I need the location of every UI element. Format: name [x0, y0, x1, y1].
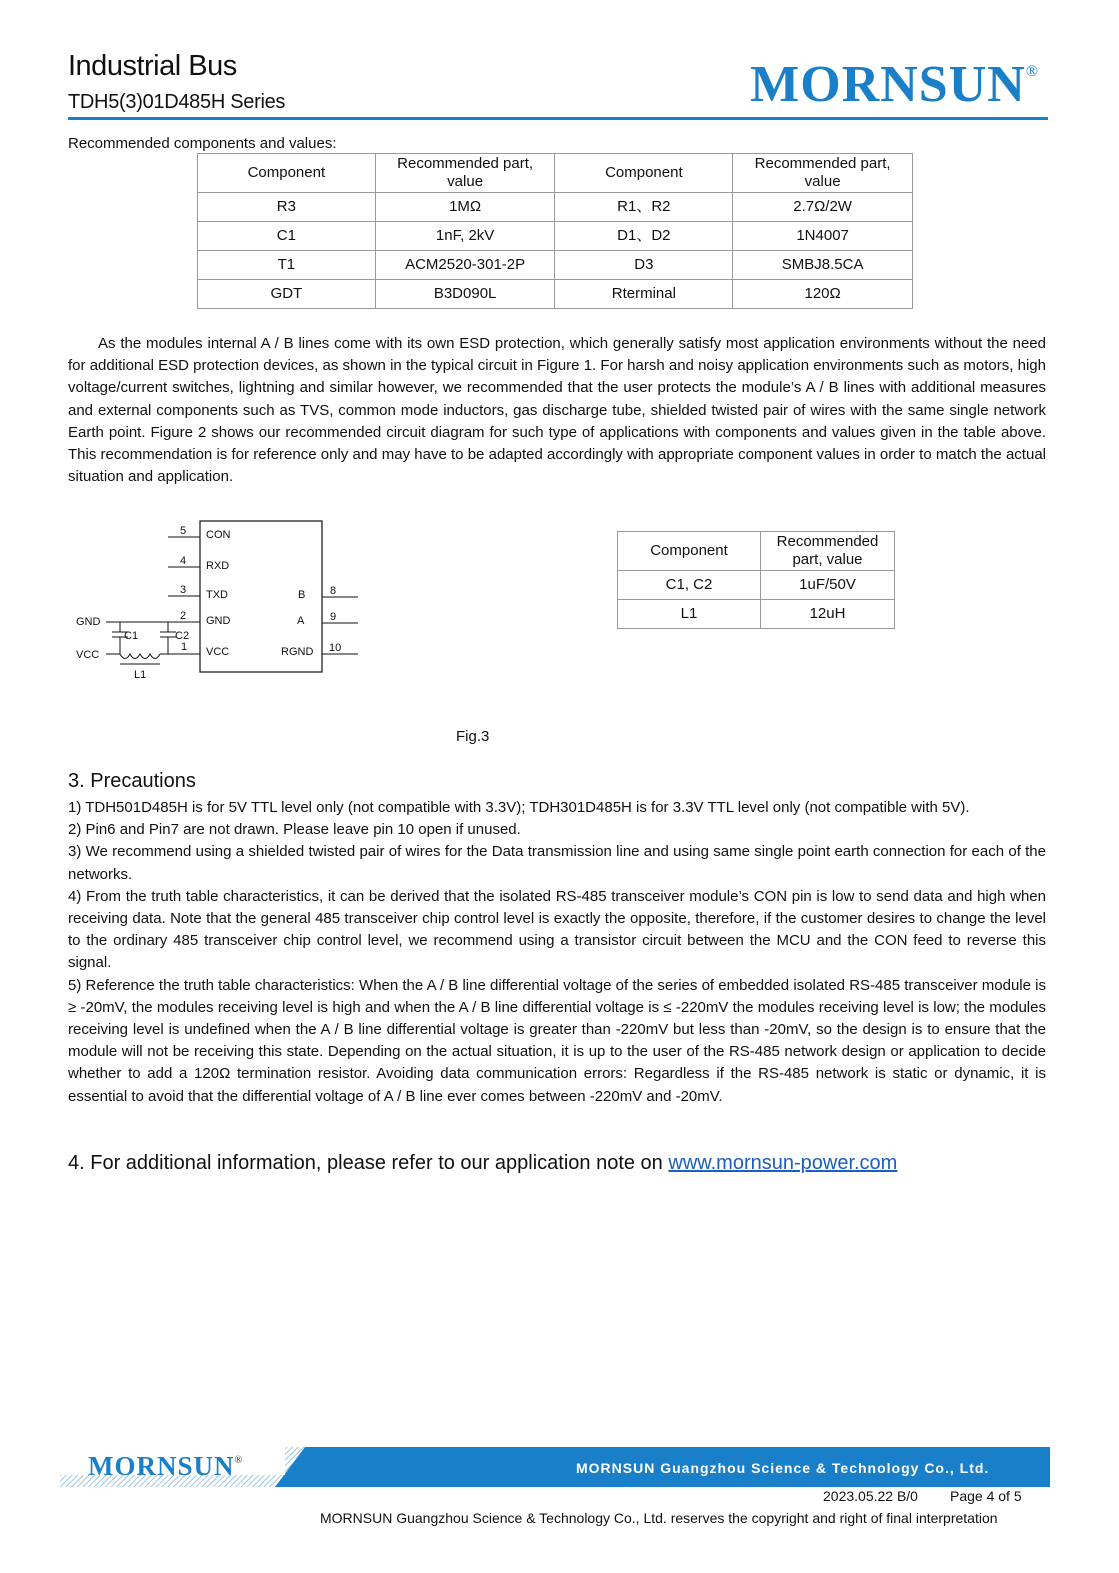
mornsun-website-link[interactable]: www.mornsun-power.com	[668, 1152, 898, 1174]
gnd-label: GND	[76, 616, 101, 628]
table-cell: 1MΩ	[375, 193, 555, 222]
table-cell: GDT	[198, 280, 376, 309]
precaution-item: 3) We recommend using a shielded twisted pair of wires for the Data transmission line and using same single point earth connection for each of the networks.	[68, 843, 1046, 883]
table-cell: ACM2520-301-2P	[375, 251, 555, 280]
table-cell: R1、R2	[555, 193, 733, 222]
additional-info-text: 4. For additional information, please refer to our application note on	[68, 1152, 669, 1174]
registered-mark: ®	[1025, 63, 1039, 80]
footer-company: MORNSUN Guangzhou Science & Technology Co., Ltd.	[576, 1460, 990, 1476]
c2-label: C2	[175, 630, 190, 642]
page-title: Industrial Bus	[68, 50, 237, 82]
vcc-label: VCC	[76, 649, 100, 661]
precaution-item: 1) TDH501D485H is for 5V TTL level only (not compatible with 3.3V); TDH301D485H is for 3.3V TTL level only (not compatible with 5V).	[68, 799, 970, 816]
pin-label: TXD	[206, 589, 228, 601]
table-cell: C1, C2	[618, 571, 761, 600]
footer-registered-mark: ®	[234, 1455, 244, 1466]
table-cell: L1	[618, 600, 761, 629]
table-cell: 120Ω	[733, 280, 913, 309]
table-header-cell: Component	[555, 154, 733, 193]
table-header-cell: Component	[618, 532, 761, 571]
table-cell: Rterminal	[555, 280, 733, 309]
c1-label: C1	[124, 630, 139, 642]
precaution-item: 5) Reference the truth table characteristics: When the A / B line differential voltage of the series of embedded isolated RS-485 transceiver module is ≥ -20mV, the modules receiving level is high and when the A / B line differential voltage is ≤ -220mV the modules receiving level is low; the modules receiving level is undefined when the A / B line differential voltage is greater than -220mV but less than -20mV, so the design is to ensure that the module will not be receiving this state. Depending on the actual situation, it is up to the user of the RS-485 network design or application to decide whether to add a 120Ω termination resistor. Avoiding data communication errors: Regardless if the RS-485 network is static or dynamic, it is essential to avoid that the differential voltage of A / B line ever comes between -220mV and -20mV.	[68, 976, 1046, 1105]
table-cell: C1	[198, 222, 376, 251]
footer-date: 2023.05.22 B/0	[823, 1488, 918, 1504]
table-header-cell: Recommended part, value	[761, 532, 895, 571]
pin-label: GND	[206, 615, 231, 627]
pin-number: 8	[330, 585, 337, 597]
table-header-cell: Recommended part, value	[733, 154, 913, 193]
table-header-cell: Component	[198, 154, 376, 193]
footer-copyright: MORNSUN Guangzhou Science & Technology Co., Ltd. reserves the copyright and right of final interpretation	[320, 1510, 998, 1526]
table-header-row	[618, 532, 895, 571]
figure-caption: Fig.3	[456, 728, 490, 745]
pin-label: CON	[206, 529, 231, 541]
table-cell: R3	[198, 193, 376, 222]
inductor-l1	[120, 654, 160, 659]
pin-number: 9	[330, 611, 337, 623]
footer-logo-text: MORNSUN	[88, 1451, 235, 1481]
pin-number: 2	[180, 610, 187, 622]
page-number: Page 4 of 5	[950, 1488, 1022, 1504]
pin-number: 3	[180, 584, 187, 596]
circuit-diagram	[0, 0, 1119, 760]
precaution-item: 2) Pin6 and Pin7 are not drawn. Please leave pin 10 open if unused.	[68, 821, 521, 839]
precautions-list	[68, 797, 1046, 1108]
table-cell: 2.7Ω/2W	[733, 193, 913, 222]
pin-number: 5	[180, 525, 187, 537]
table-row	[618, 571, 895, 600]
precaution-item: 4) From the truth table characteristics, it can be derived that the isolated RS-485 transceiver module’s CON pin is low to send data and high when receiving data. Note that the general 485 transceiver chip control level is exactly the opposite, therefore, if the customer desires to change the level to the ordinary 485 transceiver chip control level, we recommend using a transistor circuit between the MCU and the CON feed to reverse this signal.	[68, 887, 1046, 972]
circuit-components-table	[617, 531, 895, 629]
table-cell: D3	[555, 251, 733, 280]
table-cell: 1nF, 2kV	[375, 222, 555, 251]
table-cell: 12uH	[761, 600, 895, 629]
additional-info	[68, 1152, 897, 1175]
series-name: TDH5(3)01D485H Series	[68, 91, 286, 113]
table-cell: D1、D2	[555, 222, 733, 251]
pin-label: RGND	[281, 646, 314, 658]
pin-number: 4	[180, 555, 187, 567]
pin-label: RXD	[206, 560, 230, 572]
pin-number: 1	[181, 641, 188, 653]
paragraph-text: As the modules internal A / B lines come with its own ESD protection, which generally satisfy most application environments without the need for additional ESD protection devices, as shown in the typical circuit in Figure 1. For harsh and noisy application environments such as motors, high voltage/current switches, lightning and similar however, we recommended that the user protects the module’s A / B lines with additional measures and external components such as TVS, common mode inductors, gas discharge tube, shielded twisted pair of wires with the same single network Earth point. Figure 2 shows our recommended circuit diagram for such type of applications with components and values given in the table above. This recommendation is for reference only and may have to be adapted accordingly with appropriate component values in order to match the actual situation and application.	[68, 335, 1046, 486]
table-cell: 1uF/50V	[761, 571, 895, 600]
pin-number: 10	[329, 642, 342, 654]
table-cell: 1N4007	[733, 222, 913, 251]
table-cell: B3D090L	[375, 280, 555, 309]
table-cell: T1	[198, 251, 376, 280]
pin-label: B	[298, 589, 306, 601]
pin-label: A	[297, 615, 305, 627]
table-row	[618, 600, 895, 629]
pin-label: VCC	[206, 646, 230, 658]
footer-logo	[88, 1451, 243, 1482]
l1-label: L1	[134, 669, 147, 681]
table-cell: SMBJ8.5CA	[733, 251, 913, 280]
table-header-cell: Recommended part, value	[375, 154, 555, 193]
components-caption: Recommended components and values:	[68, 135, 337, 152]
precautions-heading: 3. Precautions	[68, 770, 196, 792]
brand-logo-text: MORNSUN	[750, 56, 1026, 113]
